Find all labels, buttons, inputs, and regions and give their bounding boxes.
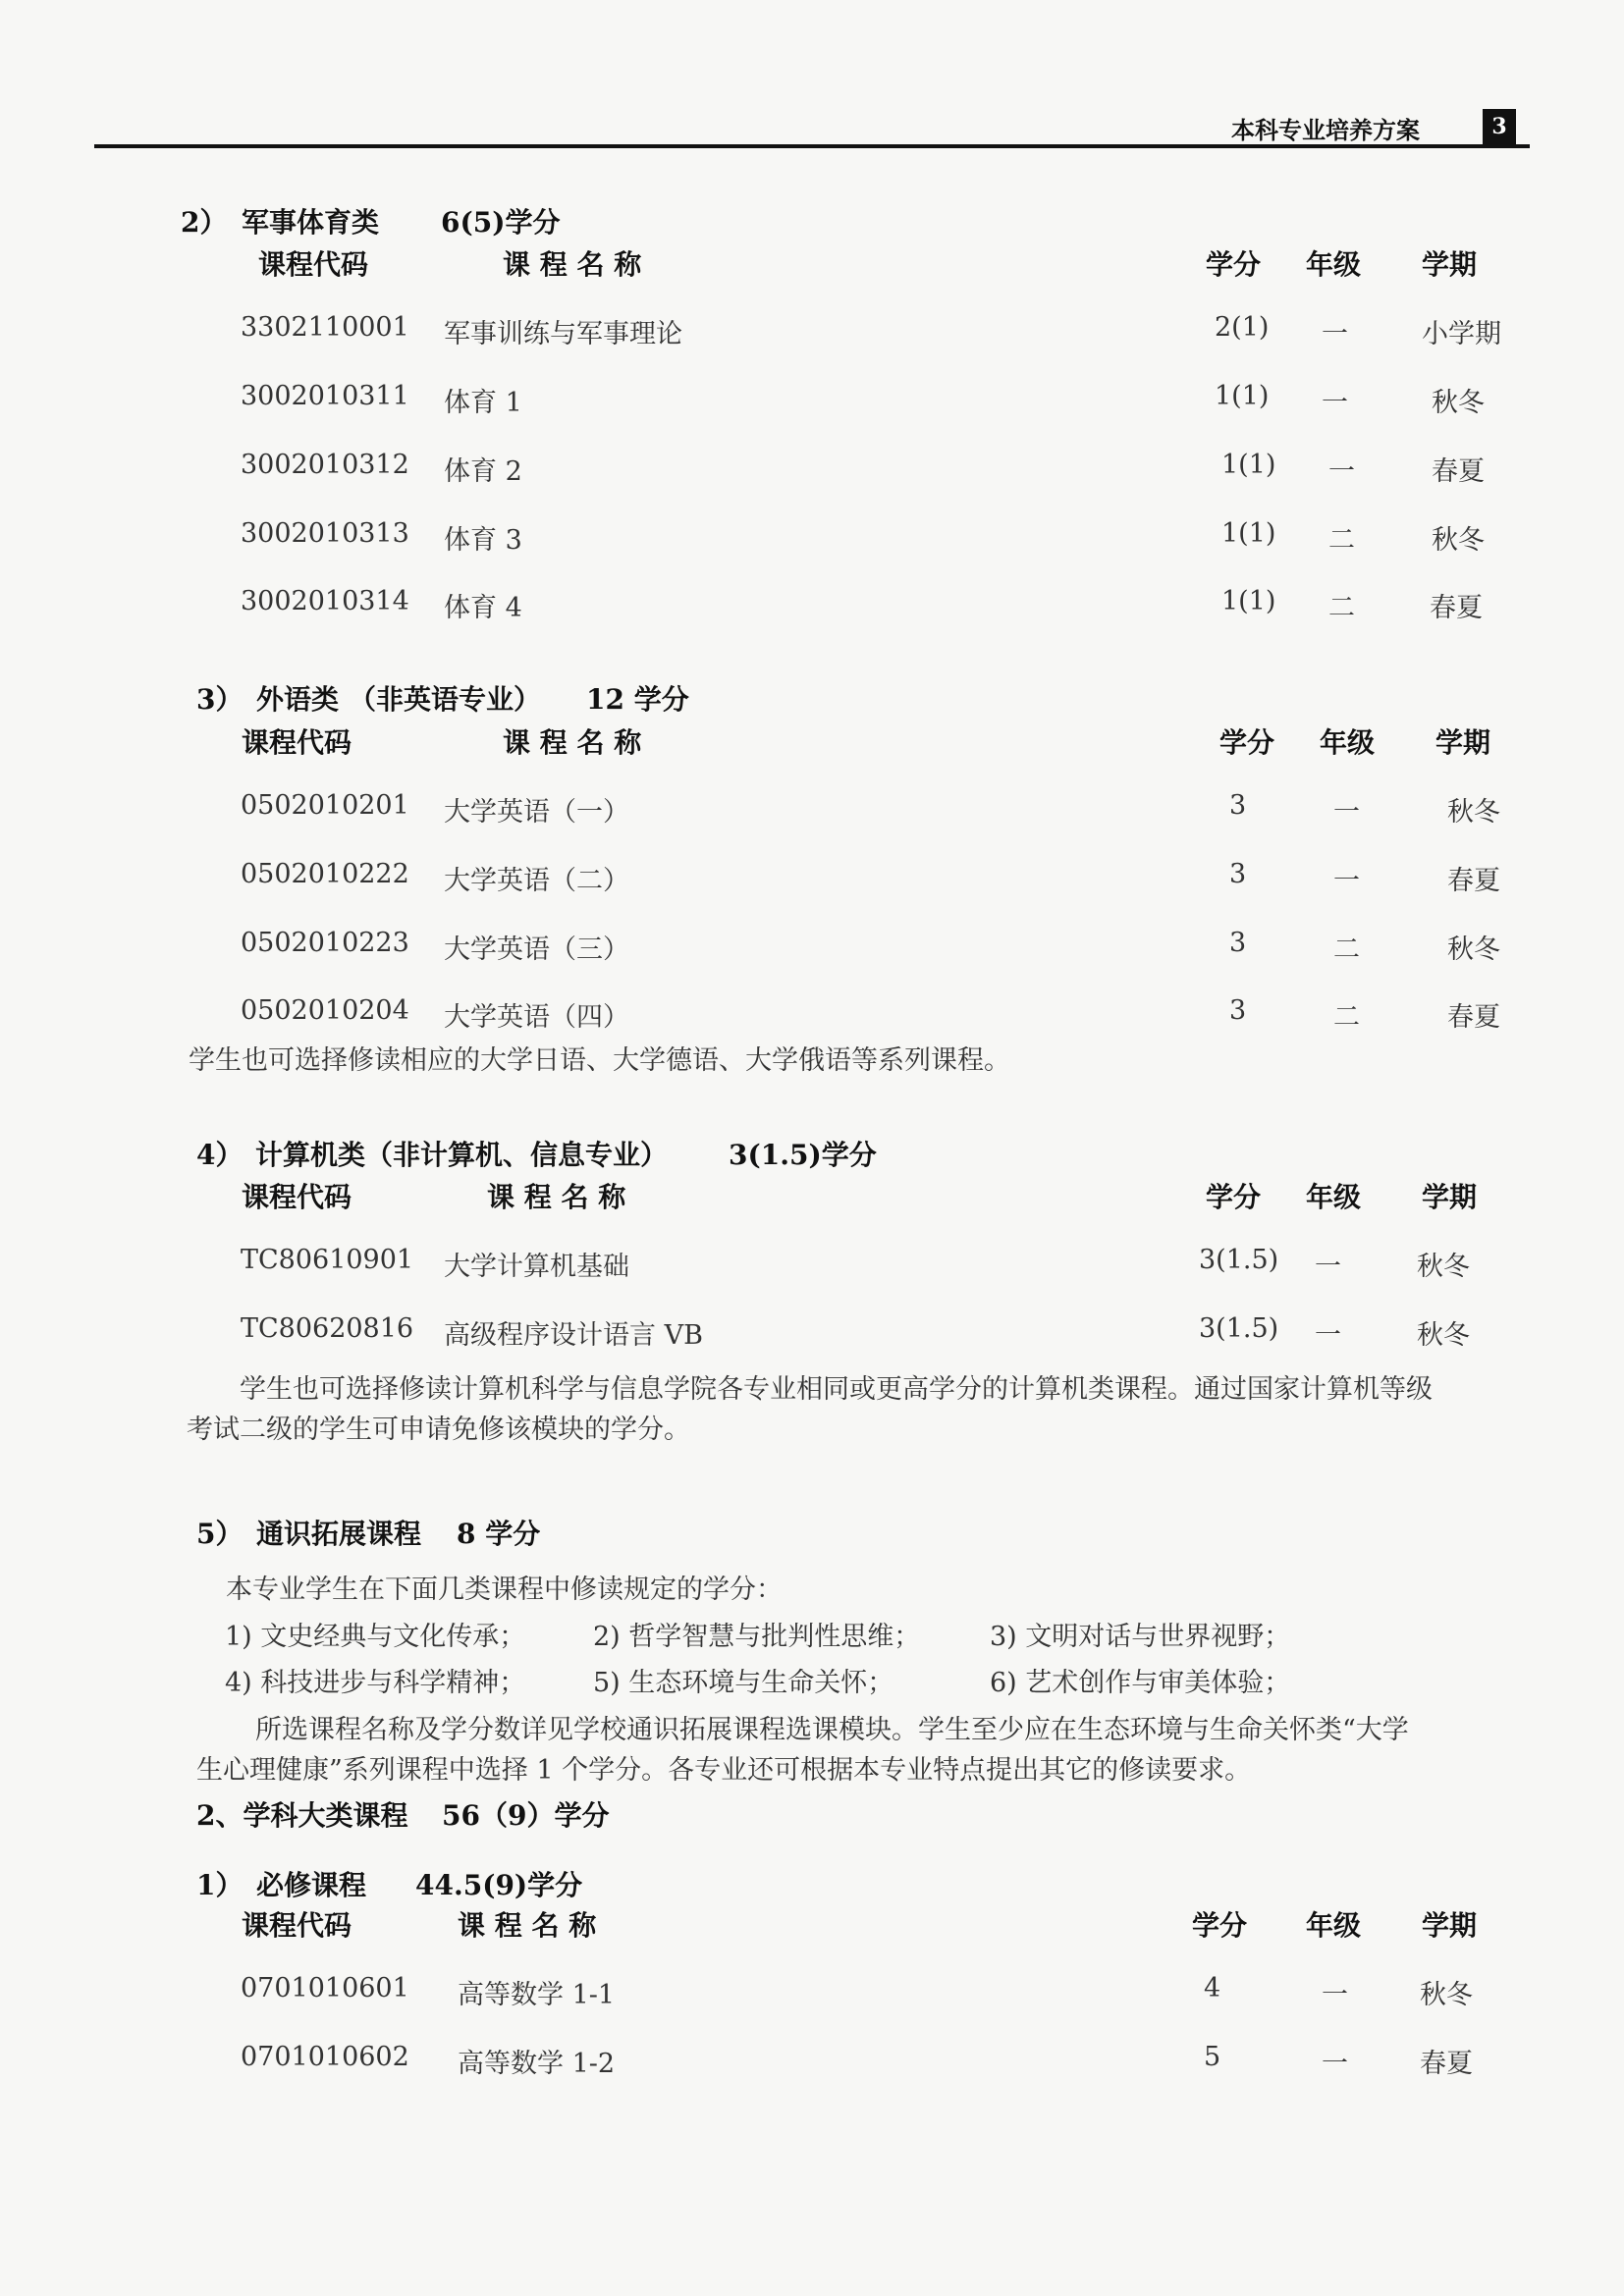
course-name: 大学英语（三） (444, 934, 629, 965)
col-header-term: 学期 (1422, 1909, 1478, 1942)
section-title: 通识拓展课程 (256, 1518, 422, 1550)
col-header-name: 课 程 名 称 (487, 1181, 626, 1213)
section-intro: 本专业学生在下面几类课程中修读规定的学分： (226, 1575, 783, 1605)
course-name: 高等数学 1-1 (458, 1980, 616, 2010)
col-header-credit: 学分 (1206, 1181, 1262, 1213)
course-name: 高级程序设计语言 VB (444, 1320, 703, 1351)
course-name: 大学计算机基础 (444, 1252, 629, 1282)
course-credit: 3(1.5) (1199, 1245, 1279, 1275)
course-credit: 3 (1229, 928, 1247, 958)
list-item: 6) 艺术创作与审美体验； (990, 1668, 1291, 1698)
course-code: 0701010601 (241, 1973, 409, 2003)
running-header-title: 本科专业培养方案 (1231, 117, 1420, 144)
section-number: 3） (196, 683, 244, 716)
col-header-term: 学期 (1422, 1181, 1478, 1213)
course-grade: 一 (1333, 797, 1360, 828)
course-grade: 二 (1328, 593, 1355, 623)
course-name: 大学英语（二） (444, 866, 629, 896)
col-header-code: 课程代码 (242, 1181, 352, 1213)
course-term: 秋冬 (1432, 525, 1485, 556)
course-credit: 1(1) (1221, 450, 1276, 480)
col-header-name: 课 程 名 称 (503, 248, 642, 281)
col-header-term: 学期 (1435, 726, 1491, 759)
course-name: 大学英语（四） (444, 1002, 629, 1033)
course-credit: 3(1.5) (1199, 1313, 1279, 1344)
col-header-term: 学期 (1422, 248, 1478, 281)
course-term: 秋冬 (1420, 1980, 1473, 2010)
section-credits: 44.5(9)学分 (415, 1869, 583, 1901)
course-name: 体育 1 (444, 388, 522, 418)
course-name: 高等数学 1-2 (458, 2049, 616, 2079)
col-header-grade: 年级 (1306, 1181, 1362, 1213)
course-grade: 一 (1328, 456, 1355, 487)
col-header-code: 课程代码 (242, 726, 352, 759)
course-code: 0502010222 (241, 859, 409, 889)
section-note: 学生也可选择修读相应的大学日语、大学德语、大学俄语等系列课程。 (189, 1045, 1010, 1076)
course-term: 春夏 (1447, 1002, 1500, 1033)
section-credits: 6(5)学分 (441, 206, 561, 239)
course-grade: 一 (1322, 1980, 1348, 2010)
course-credit: 4 (1204, 1973, 1221, 2003)
col-header-name: 课 程 名 称 (503, 726, 642, 759)
course-grade: 一 (1315, 1252, 1341, 1282)
course-grade: 一 (1322, 2049, 1348, 2079)
section-number: 4） (196, 1139, 244, 1171)
section-number: 5） (196, 1518, 244, 1550)
course-credit: 3 (1229, 790, 1247, 821)
course-term: 秋冬 (1417, 1320, 1470, 1351)
course-term: 秋冬 (1432, 388, 1485, 418)
col-header-code: 课程代码 (242, 1909, 352, 1942)
col-header-grade: 年级 (1306, 1909, 1362, 1942)
list-item: 2) 哲学智慧与批判性思维； (593, 1622, 921, 1652)
section-note-line: 生心理健康”系列课程中选择 1 个学分。各专业还可根据本专业特点提出其它的修读要求。 (196, 1755, 1252, 1786)
course-code: 3302110001 (241, 312, 409, 343)
course-term: 春夏 (1432, 456, 1485, 487)
course-grade: 一 (1333, 866, 1360, 896)
course-code: 3002010312 (241, 450, 409, 480)
section-credits: 3(1.5)学分 (729, 1139, 877, 1171)
list-item: 5) 生态环境与生命关怀； (593, 1668, 894, 1698)
course-grade: 一 (1322, 388, 1348, 418)
course-name: 大学英语（一） (444, 797, 629, 828)
course-credit: 1(1) (1221, 518, 1276, 549)
course-code: 3002010314 (241, 586, 409, 616)
section-title: 计算机类（非计算机、信息专业） (255, 1139, 669, 1171)
course-grade: 一 (1315, 1320, 1341, 1351)
col-header-name: 课 程 名 称 (458, 1909, 597, 1942)
course-name: 体育 2 (444, 456, 522, 487)
course-term: 秋冬 (1447, 797, 1500, 828)
course-name: 军事训练与军事理论 (444, 319, 682, 349)
course-term: 小学期 (1422, 319, 1501, 349)
section-credits: 12 学分 (586, 683, 689, 716)
list-item: 4) 科技进步与科学精神； (225, 1668, 526, 1698)
page-number-badge: 3 (1483, 109, 1516, 144)
course-term: 春夏 (1420, 2049, 1473, 2079)
course-name: 体育 3 (444, 525, 522, 556)
course-credit: 2(1) (1215, 312, 1270, 343)
section-title: 外语类 (256, 683, 340, 716)
course-code: TC80610901 (241, 1245, 414, 1275)
col-header-credit: 学分 (1192, 1909, 1248, 1942)
col-header-code: 课程代码 (258, 248, 369, 281)
section-number: 2） (181, 206, 228, 239)
course-code: 0502010223 (241, 928, 409, 958)
section-title: 军事体育类 (242, 206, 380, 239)
section-title: 2、学科大类课程 (196, 1799, 408, 1832)
course-term: 秋冬 (1417, 1252, 1470, 1282)
course-grade: 一 (1322, 319, 1348, 349)
course-term: 春夏 (1447, 866, 1500, 896)
list-item: 1) 文史经典与文化传承； (225, 1622, 526, 1652)
course-term: 春夏 (1430, 593, 1483, 623)
section-credits: 56（9）学分 (442, 1799, 610, 1832)
course-name: 体育 4 (444, 593, 522, 623)
course-credit: 1(1) (1215, 381, 1270, 411)
section-note-line: 考试二级的学生可申请免修该模块的学分。 (187, 1415, 690, 1445)
col-header-credit: 学分 (1219, 726, 1275, 759)
course-code: 0701010602 (241, 2042, 409, 2072)
course-code: 0502010201 (241, 790, 409, 821)
course-grade: 二 (1328, 525, 1355, 556)
section-subtitle: （非英语专业） (349, 683, 542, 716)
section-credits: 8 学分 (457, 1518, 541, 1550)
course-credit: 5 (1204, 2042, 1221, 2072)
course-code: 0502010204 (241, 995, 409, 1026)
section-number: 1） (196, 1869, 244, 1901)
header-rule (94, 144, 1530, 148)
course-term: 秋冬 (1447, 934, 1500, 965)
course-code: TC80620816 (241, 1313, 414, 1344)
course-grade: 二 (1333, 1002, 1360, 1033)
course-credit: 3 (1229, 859, 1247, 889)
col-header-grade: 年级 (1306, 248, 1362, 281)
list-item: 3) 文明对话与世界视野； (990, 1622, 1291, 1652)
col-header-grade: 年级 (1320, 726, 1376, 759)
course-credit: 3 (1229, 995, 1247, 1026)
section-note-line: 学生也可选择修读计算机科学与信息学院各专业相同或更高学分的计算机类课程。通过国家计算机等级 (240, 1374, 1433, 1405)
course-code: 3002010313 (241, 518, 409, 549)
col-header-credit: 学分 (1206, 248, 1262, 281)
course-grade: 二 (1333, 934, 1360, 965)
course-credit: 1(1) (1221, 586, 1276, 616)
course-code: 3002010311 (241, 381, 409, 411)
section-title: 必修课程 (256, 1869, 367, 1901)
section-note-line: 所选课程名称及学分数详见学校通识拓展课程选课模块。学生至少应在生态环境与生命关怀类“大学 (255, 1715, 1409, 1745)
